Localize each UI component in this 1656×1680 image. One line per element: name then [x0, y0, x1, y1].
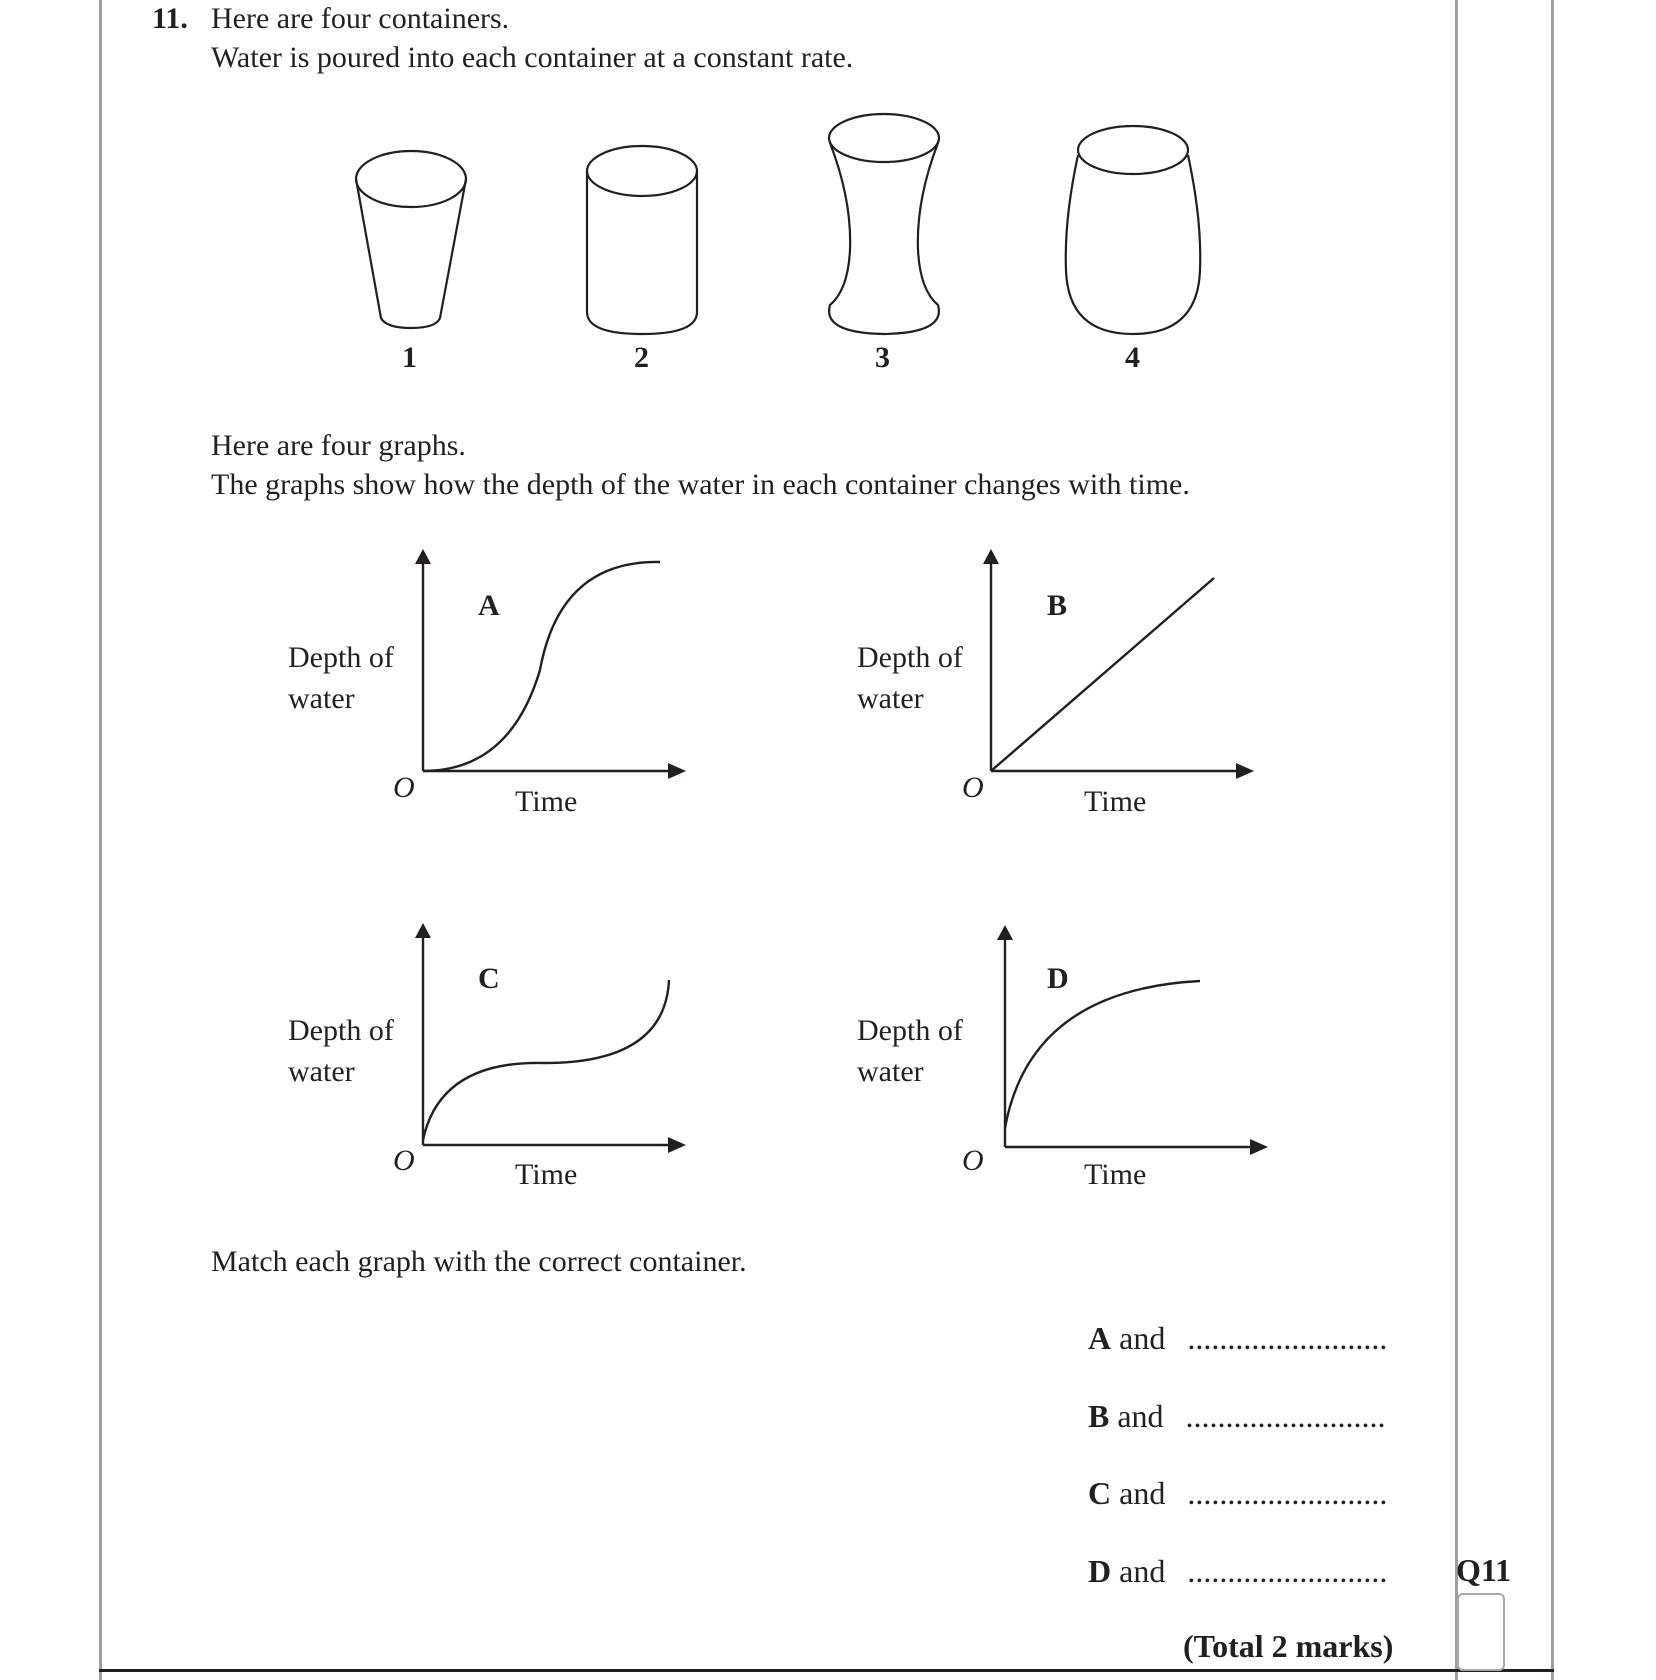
answer-d-letter: D [1088, 1553, 1112, 1589]
answer-row-a [1088, 1320, 1399, 1357]
container-4-label: 4 [1125, 341, 1140, 374]
graph-b-xlabel: Time [1084, 785, 1147, 818]
graph-b-ylabel-2: water [857, 682, 924, 715]
container-3-label: 3 [875, 341, 890, 374]
graph-d-label: D [1047, 962, 1069, 995]
graph-c-origin: O [393, 1144, 415, 1177]
total-marks: (Total 2 marks) [1183, 1628, 1394, 1664]
answer-row-d [1088, 1553, 1399, 1590]
graph-c-ylabel-1: Depth of [288, 1014, 394, 1047]
marks-box[interactable] [1457, 1593, 1505, 1671]
graph-a-origin: O [393, 771, 415, 804]
graph-d-ylabel-1: Depth of [857, 1014, 963, 1047]
container-1-label: 1 [402, 341, 417, 374]
answer-d-blank[interactable]: ......................... [1187, 1553, 1388, 1589]
answer-b-blank[interactable]: ......................... [1185, 1398, 1386, 1434]
graph-c-xlabel: Time [515, 1158, 578, 1191]
intro-line-1: Here are four containers. [211, 2, 510, 35]
answer-a-letter: A [1088, 1320, 1112, 1356]
answer-a-word: and [1119, 1320, 1166, 1356]
graph-d-ylabel-2: water [857, 1055, 924, 1088]
intro-line-2: Water is poured into each container at a constant rate. [211, 41, 854, 74]
graph-b-origin: O [962, 771, 984, 804]
answer-b-word: and [1117, 1398, 1164, 1434]
graph-d [997, 925, 1268, 1155]
answer-row-b [1088, 1398, 1398, 1435]
question-end-rule [99, 1669, 1554, 1672]
graph-d-xlabel: Time [1084, 1158, 1147, 1191]
graph-a-ylabel-1: Depth of [288, 641, 394, 674]
graph-d-origin: O [962, 1144, 984, 1177]
graph-a-xlabel: Time [515, 785, 578, 818]
graph-b-label: B [1047, 589, 1068, 622]
graph-c-label: C [478, 962, 500, 995]
answer-a-blank[interactable]: ......................... [1187, 1320, 1388, 1356]
graph-c-ylabel-2: water [288, 1055, 355, 1088]
answer-c-word: and [1119, 1475, 1166, 1511]
answer-b-letter: B [1088, 1398, 1110, 1434]
margin-question-label: Q11 [1456, 1552, 1512, 1588]
instruction-text: Match each graph with the correct container. [211, 1245, 747, 1278]
answer-row-c [1088, 1475, 1399, 1512]
container-2-label: 2 [634, 341, 649, 374]
graphs-intro-line-1: Here are four graphs. [211, 429, 466, 462]
graph-a-ylabel-2: water [288, 682, 355, 715]
answer-c-letter: C [1088, 1475, 1112, 1511]
graph-b-ylabel-1: Depth of [857, 641, 963, 674]
answer-d-word: and [1119, 1553, 1166, 1589]
graph-c [415, 923, 686, 1153]
graphs-intro-line-2: The graphs show how the depth of the water in each container changes with time. [211, 468, 1190, 501]
question-number: 11. [152, 2, 188, 35]
graph-a [415, 549, 686, 779]
graph-b [983, 549, 1254, 779]
graph-a-label: A [478, 589, 500, 622]
answer-c-blank[interactable]: ......................... [1187, 1475, 1388, 1511]
